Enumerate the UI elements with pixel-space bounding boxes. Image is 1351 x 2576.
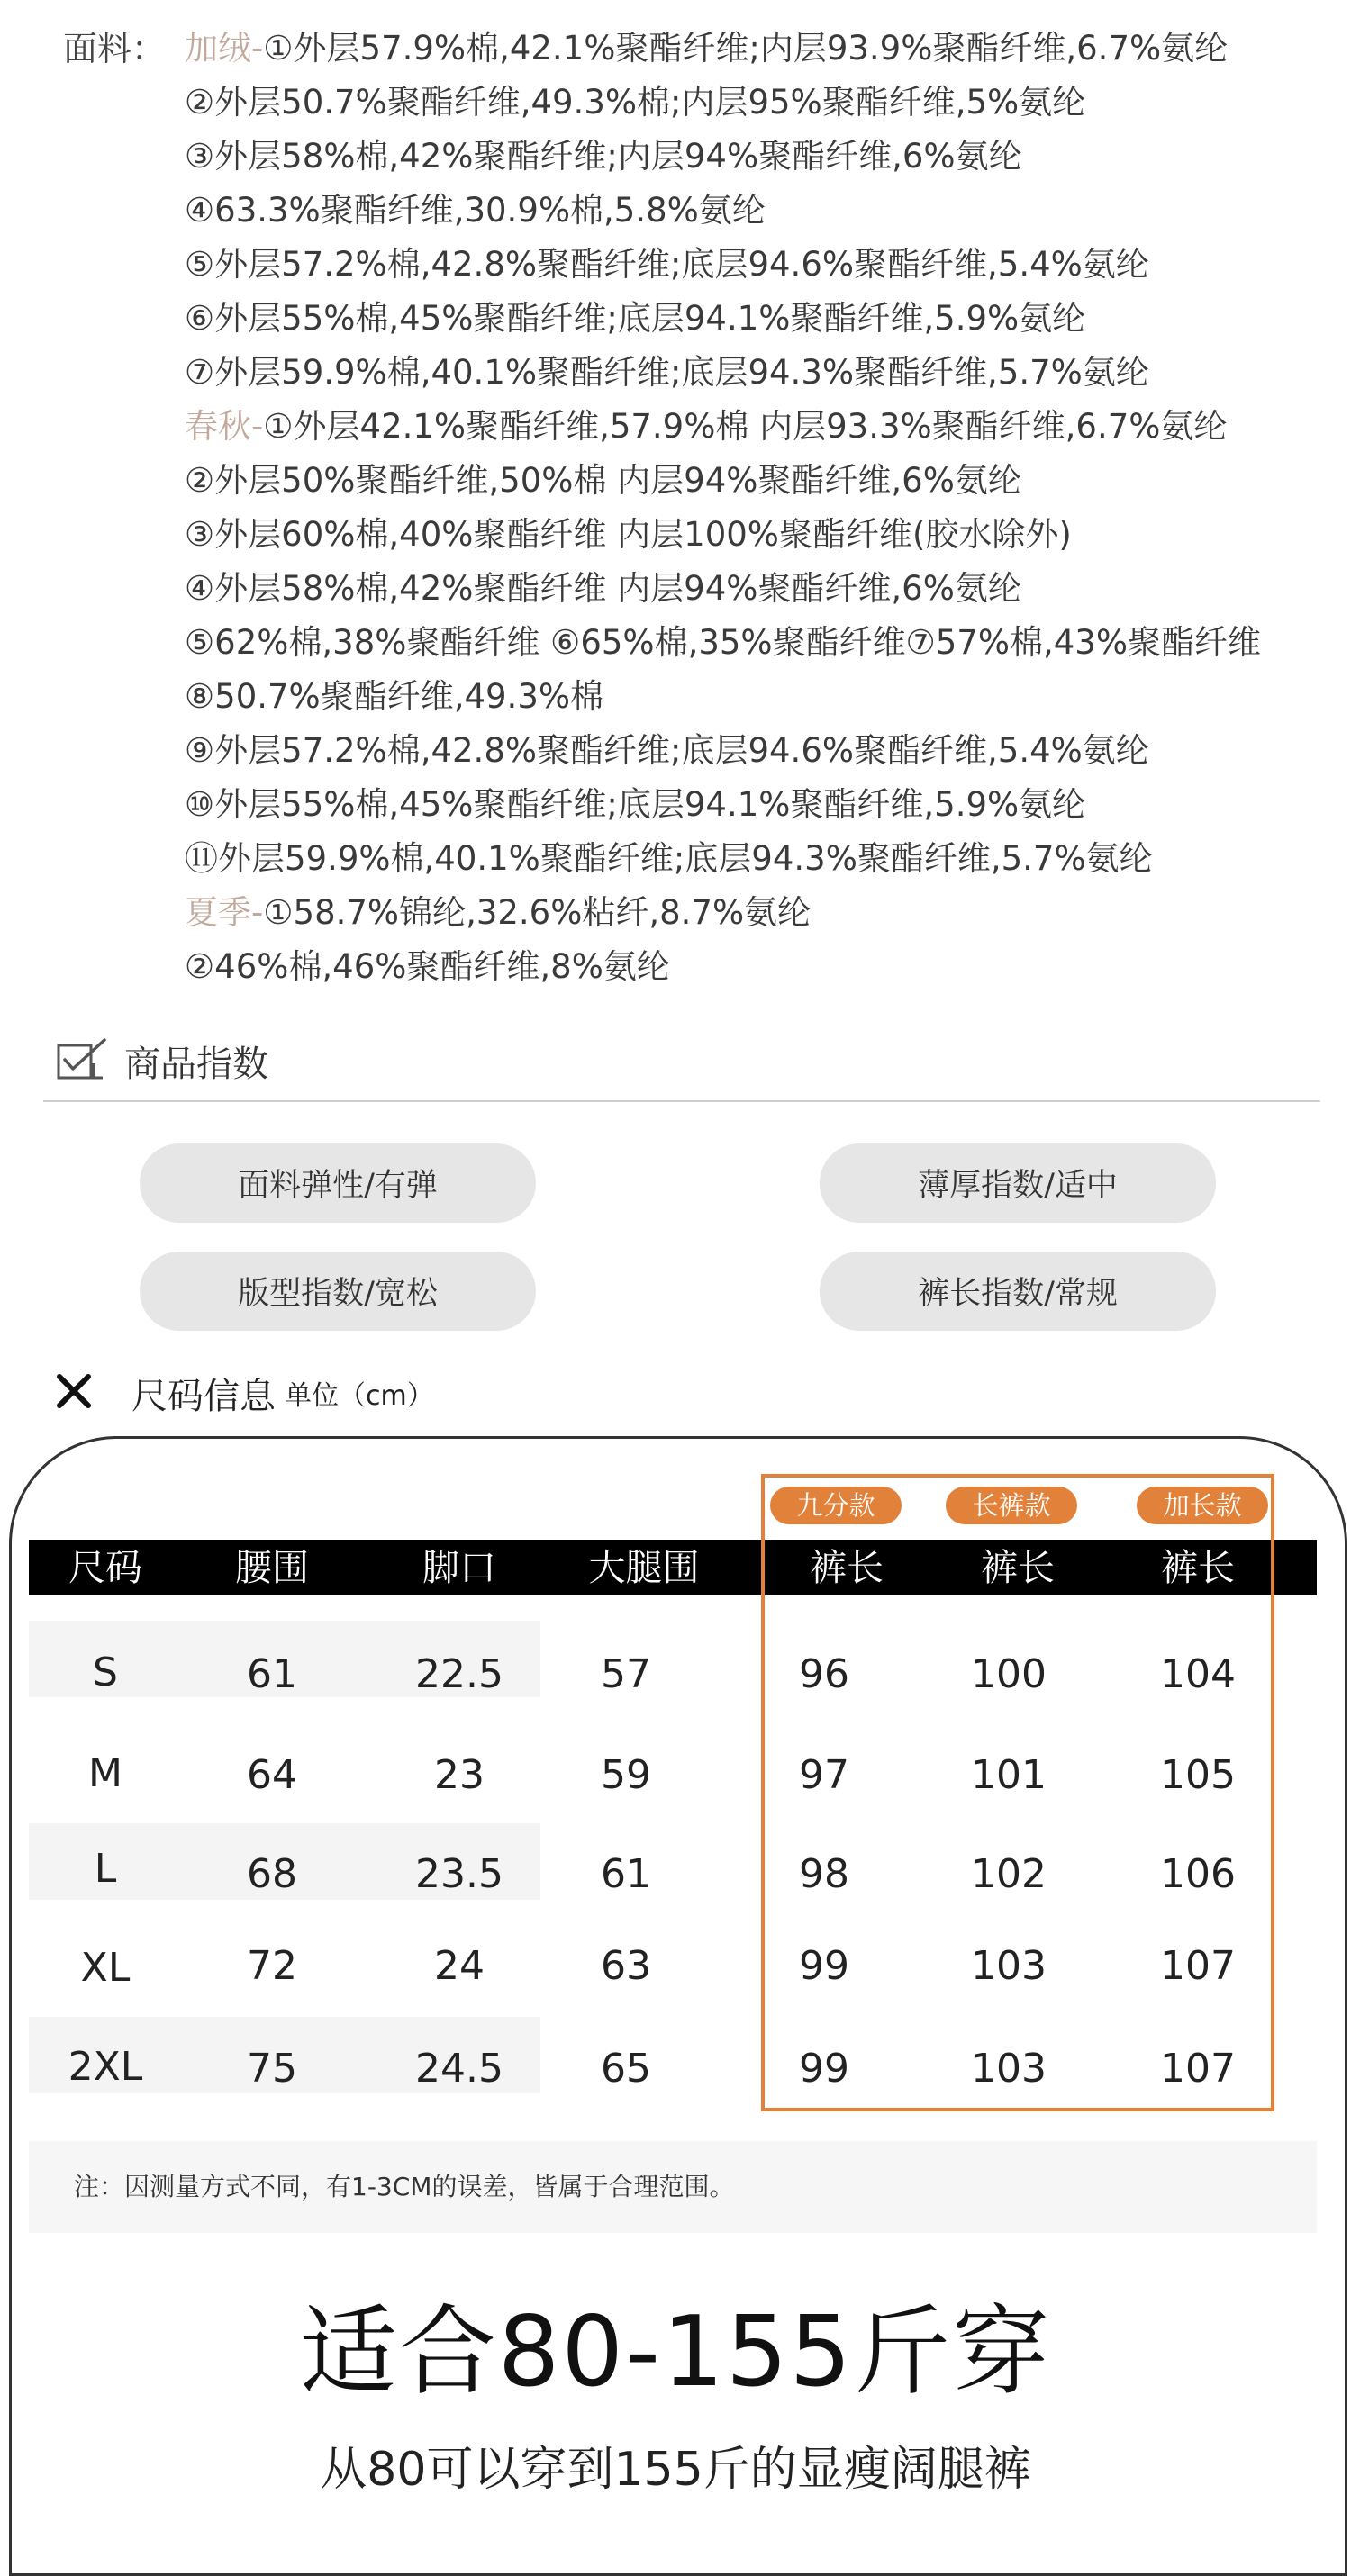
fabric-line — [185, 346, 1149, 400]
tag-long: 长裤款 — [946, 1487, 1077, 1524]
index-pill-fit: 版型指数/宽松 — [140, 1252, 536, 1331]
col-header-length-3: 裤长 — [1161, 1546, 1235, 1589]
table-cell: 96 — [799, 1651, 849, 1697]
table-cell: 107 — [1160, 2046, 1236, 2092]
tag-ninth-length: 九分款 — [770, 1487, 902, 1524]
fabric-text: ③外层60%棉,40%聚酯纤维 内层100%聚酯纤维(胶水除外) — [185, 515, 1072, 554]
season-label: 春秋- — [185, 407, 264, 446]
fabric-text: ②外层50.7%聚酯纤维,49.3%棉;内层95%聚酯纤维,5%氨纶 — [185, 83, 1086, 122]
table-cell: 103 — [971, 2046, 1047, 2092]
table-cell: 63 — [601, 1943, 651, 1989]
size-cell: M — [88, 1750, 122, 1796]
length-columns-highlight — [761, 1474, 1274, 2111]
divider — [43, 1100, 1320, 1102]
fabric-title: 面料： — [63, 29, 167, 68]
col-header-size: 尺码 — [68, 1546, 142, 1589]
fabric-text: ②外层50%聚酯纤维,50%棉 内层94%聚酯纤维,6%氨纶 — [185, 461, 1021, 500]
measurement-note: 注：因测量方式不同，有1-3CM的误差，皆属于合理范围。 — [74, 2172, 735, 2201]
fabric-text: ⑧50.7%聚酯纤维,49.3%棉 — [185, 677, 604, 716]
col-header-thigh: 大腿围 — [588, 1546, 700, 1589]
product-index-header — [56, 1034, 268, 1088]
table-cell: 105 — [1160, 1752, 1236, 1798]
fabric-text: ⑪外层59.9%棉,40.1%聚酯纤维;底层94.3%聚酯纤维,5.7%氨纶 — [185, 839, 1153, 878]
table-cell: 107 — [1160, 1943, 1236, 1989]
size-unit: 单位（cm） — [285, 1380, 434, 1412]
fabric-text: ①外层42.1%聚酯纤维,57.9%棉 内层93.3%聚酯纤维,6.7%氨纶 — [263, 407, 1228, 446]
index-pill-elasticity: 面料弹性/有弹 — [140, 1143, 536, 1223]
fabric-text: ⑨外层57.2%棉,42.8%聚酯纤维;底层94.6%聚酯纤维,5.4%氨纶 — [185, 731, 1149, 770]
fit-subline: 从80可以穿到155斤的显瘦阔腿裤 — [320, 2443, 1031, 2497]
size-info-title: 尺码信息 — [131, 1375, 276, 1417]
table-cell: 57 — [601, 1651, 651, 1697]
col-header-length-1: 裤长 — [810, 1546, 884, 1589]
fabric-line — [185, 616, 1261, 670]
size-cell: S — [93, 1650, 118, 1695]
fabric-text: ④63.3%聚酯纤维,30.9%棉,5.8%氨纶 — [185, 191, 766, 230]
tag-extra-long: 加长款 — [1137, 1487, 1268, 1524]
checklist-icon — [56, 1036, 108, 1085]
fabric-text: ①58.7%锦纶,32.6%粘纤,8.7%氨纶 — [263, 893, 812, 932]
table-cell: 24 — [434, 1943, 485, 1989]
fabric-line — [185, 832, 1153, 886]
table-cell: 101 — [971, 1752, 1047, 1798]
fabric-text: ⑤外层57.2%棉,42.8%聚酯纤维;底层94.6%聚酯纤维,5.4%氨纶 — [185, 245, 1149, 284]
table-cell: 102 — [971, 1851, 1047, 1897]
fabric-line — [185, 184, 766, 238]
table-cell: 97 — [799, 1752, 849, 1798]
table-cell: 100 — [971, 1651, 1047, 1697]
fabric-line — [185, 724, 1149, 778]
fabric-text: ⑩外层55%棉,45%聚酯纤维;底层94.1%聚酯纤维,5.9%氨纶 — [185, 785, 1086, 824]
fabric-line — [185, 76, 1085, 130]
col-header-waist: 腰围 — [235, 1546, 309, 1589]
fabric-line — [185, 22, 1228, 76]
fabric-text: ⑦外层59.9%棉,40.1%聚酯纤维;底层94.3%聚酯纤维,5.7%氨纶 — [185, 353, 1149, 392]
table-cell: 75 — [247, 2046, 297, 2092]
table-cell: 103 — [971, 1943, 1047, 1989]
table-cell: 99 — [799, 1943, 849, 1989]
col-header-length-2: 裤长 — [981, 1546, 1055, 1589]
table-cell: 61 — [247, 1651, 297, 1697]
size-cell: XL — [80, 1945, 131, 1991]
table-cell: 23 — [434, 1752, 485, 1798]
fabric-line — [185, 292, 1085, 346]
table-cell: 22.5 — [415, 1651, 503, 1697]
table-cell: 104 — [1160, 1651, 1236, 1697]
fabric-line — [185, 400, 1227, 454]
fabric-line — [185, 778, 1085, 832]
fabric-line — [185, 508, 1072, 562]
size-info-header — [54, 1364, 434, 1422]
col-header-hem: 脚口 — [422, 1546, 496, 1589]
fabric-text: ④外层58%棉,42%聚酯纤维 内层94%聚酯纤维,6%氨纶 — [185, 569, 1021, 608]
fabric-line — [185, 940, 670, 994]
table-cell: 23.5 — [415, 1851, 503, 1897]
fabric-line — [185, 130, 1022, 184]
fabric-text: ①外层57.9%棉,42.1%聚酯纤维;内层93.9%聚酯纤维,6.7%氨纶 — [263, 29, 1229, 68]
fabric-text: ⑥外层55%棉,45%聚酯纤维;底层94.1%聚酯纤维,5.9%氨纶 — [185, 299, 1086, 338]
size-cell: 2XL — [68, 2044, 143, 2090]
cross-icon — [54, 1371, 94, 1415]
fabric-line — [185, 454, 1021, 508]
size-cell: L — [94, 1846, 117, 1892]
season-label: 夏季- — [185, 893, 264, 932]
index-pill-length: 裤长指数/常规 — [820, 1252, 1216, 1331]
fabric-line — [185, 886, 811, 940]
fabric-line — [185, 238, 1149, 292]
product-index-title: 商品指数 — [124, 1043, 268, 1085]
season-label: 加绒- — [185, 29, 264, 68]
table-cell: 64 — [247, 1752, 297, 1798]
table-cell: 65 — [601, 2046, 651, 2092]
fabric-text: ⑤62%棉,38%聚酯纤维 ⑥65%棉,35%聚酯纤维⑦57%棉,43%聚酯纤维 — [185, 623, 1261, 662]
fabric-line — [185, 670, 603, 724]
fabric-text: ③外层58%棉,42%聚酯纤维;内层94%聚酯纤维,6%氨纶 — [185, 137, 1022, 176]
table-cell: 106 — [1160, 1851, 1236, 1897]
fabric-line — [185, 562, 1021, 616]
table-cell: 61 — [601, 1851, 651, 1897]
table-cell: 99 — [799, 2046, 849, 2092]
table-cell: 98 — [799, 1851, 849, 1897]
table-cell: 68 — [247, 1851, 297, 1897]
table-cell: 72 — [247, 1943, 297, 1989]
fit-headline: 适合80-155斤穿 — [299, 2296, 1052, 2409]
fabric-text: ②46%棉,46%聚酯纤维,8%氨纶 — [185, 947, 670, 986]
table-cell: 24.5 — [415, 2046, 503, 2092]
table-cell: 59 — [601, 1752, 651, 1798]
index-pill-thickness: 薄厚指数/适中 — [820, 1143, 1216, 1223]
